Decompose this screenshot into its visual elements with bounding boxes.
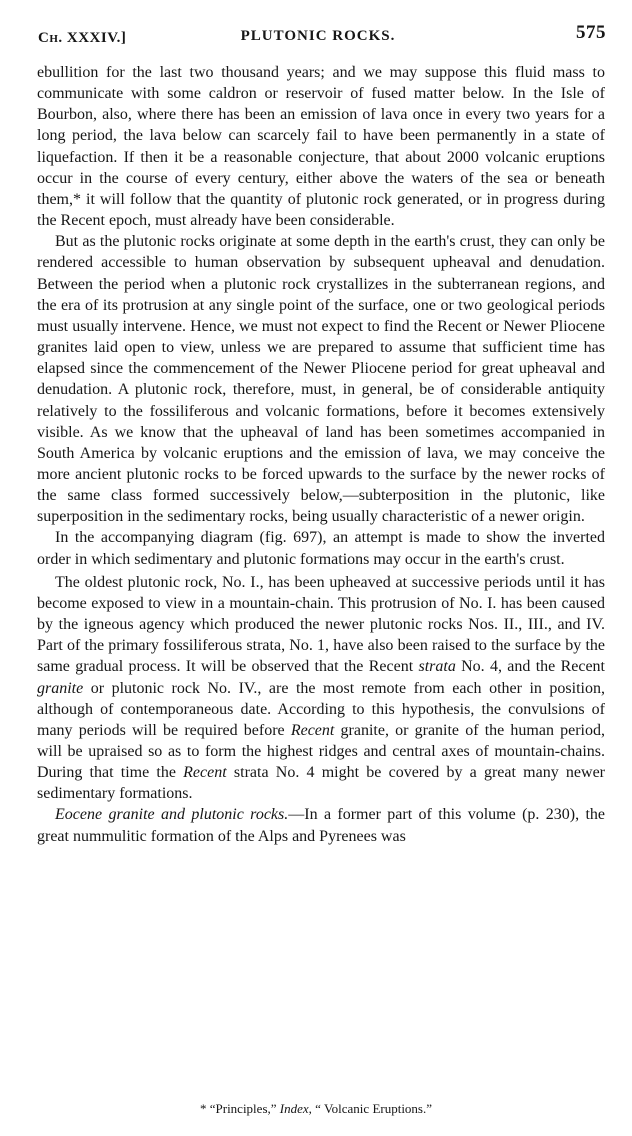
paragraph-5-text: —In a former part of this volume (p. 230), the great nummulitic formation of the Alps and Pyrenees was [37,806,605,845]
footnote-index: Index [279,1101,309,1116]
page-title: PLUTONIC ROCKS. [240,28,396,44]
running-header [30,22,606,48]
footnote-text: * “Principles,” [199,1101,280,1116]
italic-granite: granite [37,679,84,697]
italic-recent: Recent [290,721,335,739]
page-number: 575 [576,22,606,43]
section-heading: Eocene granite and plutonic rocks. [55,806,289,824]
paragraph-2: But as the plutonic rocks originate at some depth in the earth's crust, they can only be rendered accessible to human observation by subsequent upheaval and denudation. Between the period when a plutonic rock crystallizes in the subterranean regions, and the era of its protrusion at any single point of the surface, one or two geological periods must usually intervene. Hence, we must not expect to find the Recent or Newer Pliocene granites laid open to view, unless we are prepared to assume that sufficient time has elapsed since the commencement of the Newer Pliocene period for great upheaval and denudation. A plutonic rock, therefore, must, in general, be of considerable antiquity relatively to the fossiliferous and volcanic formations, before it becomes extensively visible. As we know that the upheaval of land has been sometimes accompanied in South America by volcanic eruptions and the emission of lava, we may conceive the more ancient plutonic rocks to be forced upwards to the surface by the newer rocks of the same class formed successively below,—subterposition in the plutonic, like superposition in the sedimentary rocks, being usually characteristic of a newer origin. [37,233,605,526]
paragraph-4 [37,572,605,805]
paragraph-4-text: strata No. 4 might be covered by a great many newer sedimentary formations. [37,764,605,803]
footnote-text: , “ Volcanic Eruptions.” [308,1101,433,1116]
italic-strata: strata [418,658,456,676]
footnote [0,1101,632,1117]
paragraph-4-text: or plutonic rock No. IV., are the most remote from each other in position, although of contemporaneous date. According to this hypothesis, the convulsions of many periods will be required before [37,679,605,739]
paragraph-4-text: No. 4, and the Recent [455,658,606,676]
body-text [37,62,605,847]
paragraph-4-text: granite, or granite of the human period, will be upraised so as to form the highest ridges and central axes of mountain-chains. During that time the [37,721,606,782]
chapter-label: Ch. XXXIV.] [38,30,127,46]
paragraph-3: In the accompanying diagram (fig. 697), an attempt is made to show the inverted order in which sedimentary and plutonic formations may occur in the earth's crust. [37,529,605,568]
paragraph-1: ebullition for the last two thousand years; and we may suppose this fluid mass to communicate with some caldron or reservoir of fused matter below. In the Isle of Bourbon, also, where there has been an emission of lava once in every two years for a long period, the lava below can scarcely fail to have been permanently in a state of liquefaction. If then it be a reasonable conjecture, that about 2000 volcanic eruptions occur in the course of every century, either above the waters of the sea or beneath them,* it will follow that the quantity of plutonic rock generated, or in progress during the Recent epoch, must already have been considerable. [37,64,605,230]
paragraph-4-text: The oldest plutonic rock, No. I., has been upheaved at successive periods until it has become exposed to view in a mountain-chain. This protrusion of No. I. has been caused by the igneous agency which produced the newer plutonic rocks Nos. II., III., and IV. Part of the primary fossiliferous strata, No. 1, have also been raised to the surface by the same gradual process. It will be observed that the Recent [37,573,605,676]
paragraph-5 [37,804,605,846]
italic-recent: Recent [183,764,227,782]
